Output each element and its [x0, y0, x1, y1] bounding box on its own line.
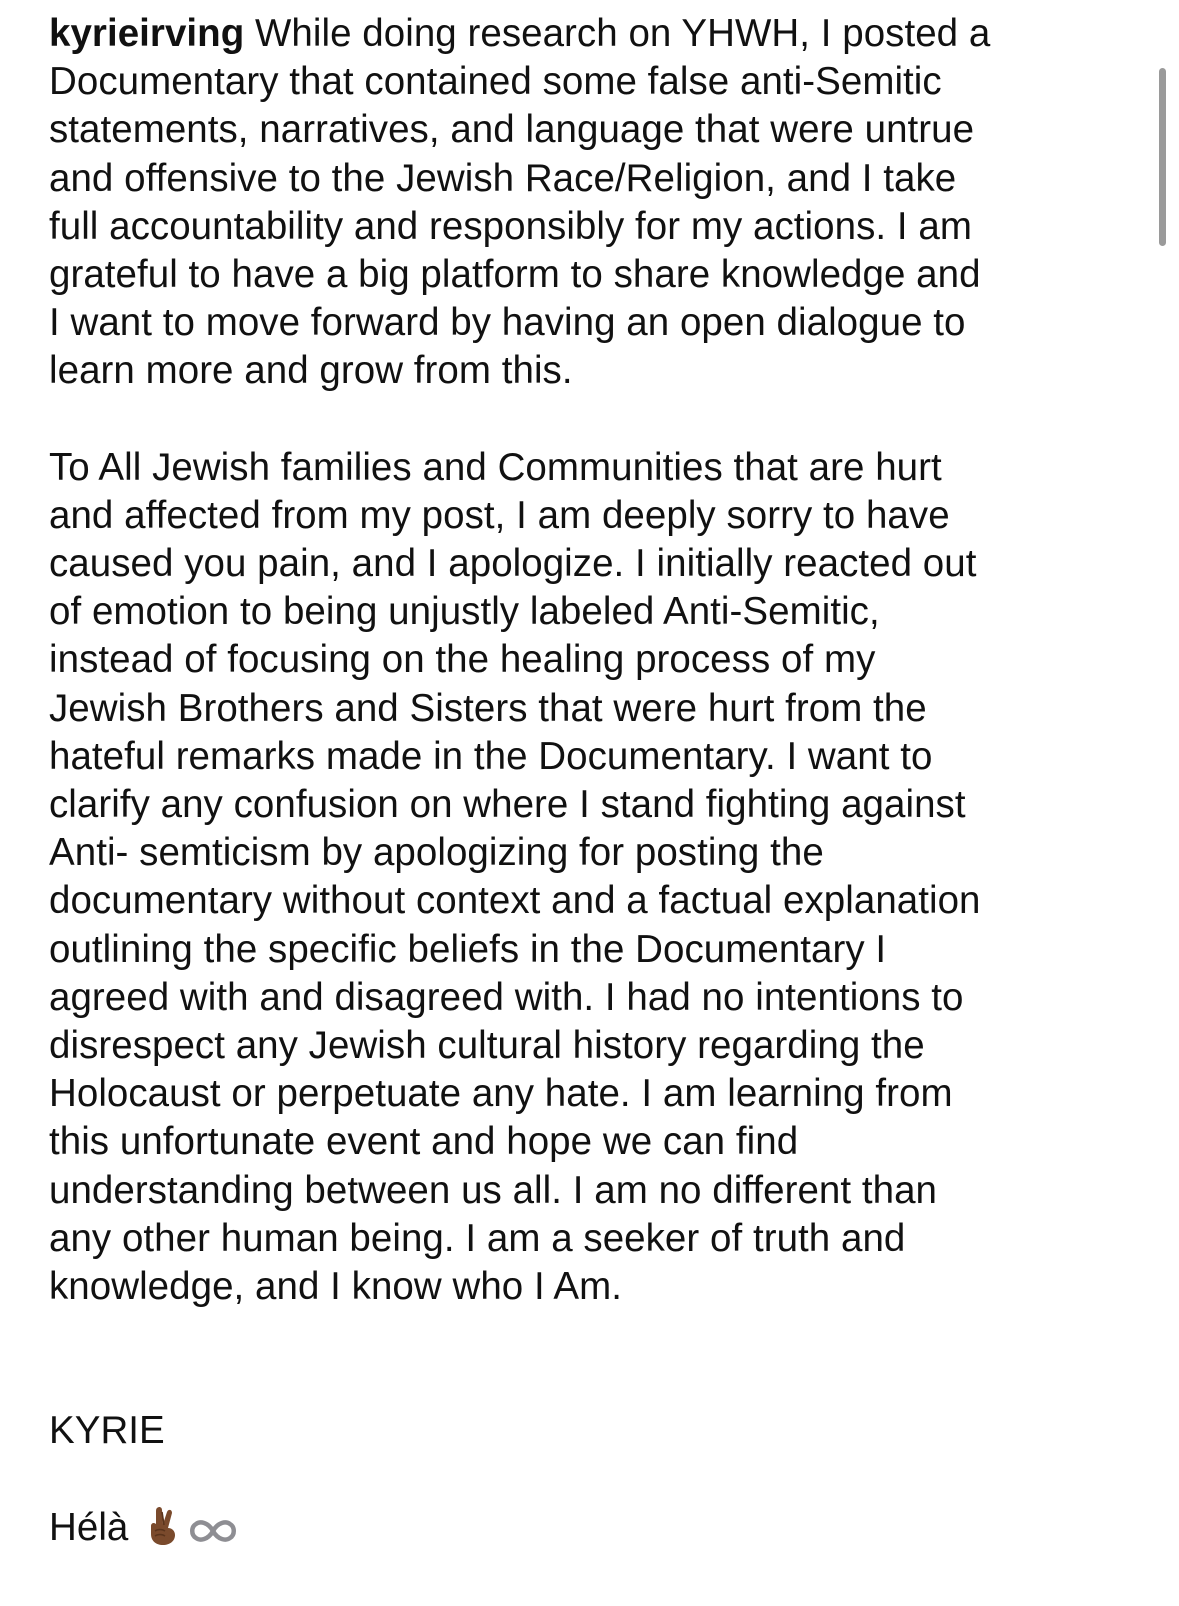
signature-name: KYRIE: [49, 1409, 165, 1453]
infinity-icon: [186, 1510, 240, 1558]
signature-block: [49, 1359, 1134, 1606]
crossed-fingers-icon: [146, 1504, 180, 1558]
scrollbar-thumb[interactable]: [1159, 68, 1166, 246]
sign-off-text: Hélà: [49, 1505, 129, 1549]
caption-paragraph-1: [49, 10, 1134, 396]
post-caption: [49, 10, 1134, 1606]
caption-paragraph-2: To All Jewish families and Communities that are hurt and affected from my post, I am deeply sorry to have caused you pain, and I apologize. I initially reacted out of emotion to being unjustly labeled Anti-Semitic, instead of focusing on the healing process of my Jewish Brothers and Sisters that were hurt from the hateful remarks made in the Documentary. I want to clarify any confusion on where I stand fighting against Anti- semticism by apologizing for posting the documentary without context and a factual explanation outlining the specific beliefs in the Documentary I agreed with and disagreed with. I had no intentions to disrespect any Jewish cultural history regarding the Holocaust or perpetuate any hate. I am learning from this unfortunate event and hope we can find understanding between us all. I am no different than any other human being. I am a seeker of truth and knowledge, and I know who I Am.: [49, 445, 981, 1309]
caption-text-1: While doing research on YHWH, I posted a Documentary that contained some false anti-Semitic statements, narratives, and language that were untrue and offensive to the Jewish Race/Religion, and I take full accountability and responsibly for my actions. I am grateful to have a big platform to share knowledge and I want to move forward by having an open dialogue to learn more and grow from this.: [49, 12, 991, 393]
sign-off-line: [49, 1504, 1134, 1558]
username-link[interactable]: kyrieirving: [49, 12, 245, 55]
